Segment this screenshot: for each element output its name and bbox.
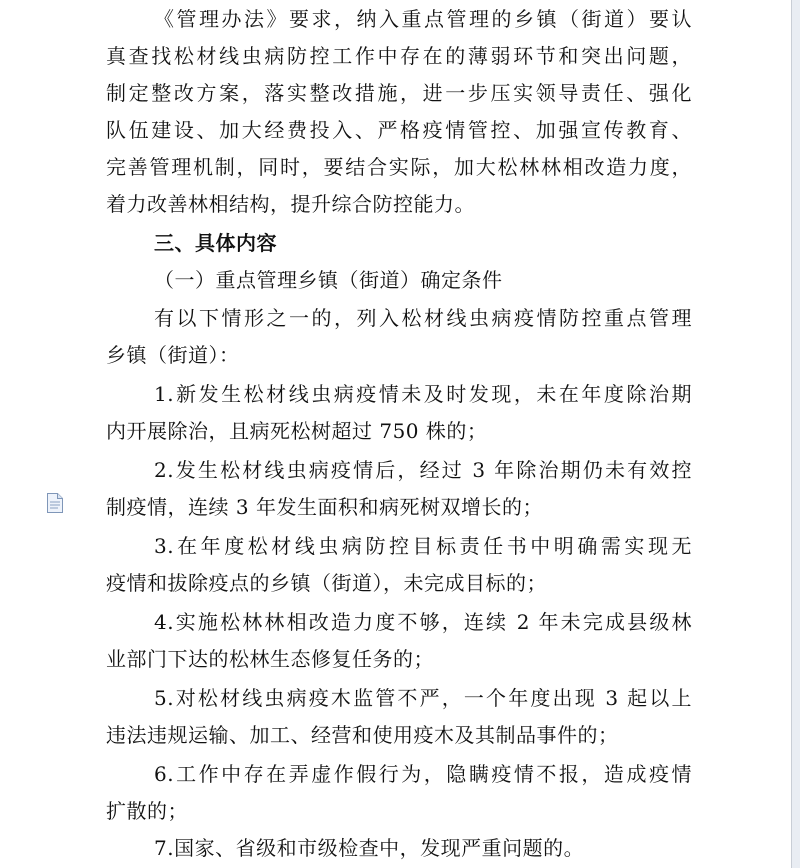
intro-line: 乡镇（街道）： (106, 343, 240, 367)
list-item-line: 扩散的； (106, 799, 188, 823)
paragraph-line: 《管理办法》要求，纳入重点管理的乡镇（街道）要认 (154, 7, 692, 31)
paragraph-line: 着力改善林相结构，提升综合防控能力。 (106, 192, 475, 216)
section-heading: 三、具体内容 (154, 231, 277, 255)
list-item-line: 3.在年度松材线虫病防控目标责任书中明确需实现无 (154, 534, 692, 558)
list-item-line: 内开展除治，且病死松树超过 750 株的； (106, 419, 488, 443)
document-icon[interactable] (46, 492, 64, 514)
list-item-line: 5.对松材线虫病疫木监管不严，一个年度出现 3 起以上 (154, 686, 692, 710)
list-item-line: 业部门下达的松林生态修复任务的； (106, 647, 434, 671)
list-item-line: 制疫情，连续 3 年发生面积和病死树双增长的； (106, 495, 543, 519)
list-item-line: 1.新发生松材线虫病疫情未及时发现，未在年度除治期 (154, 382, 692, 406)
sub-heading: （一）重点管理乡镇（街道）确定条件 (154, 268, 503, 292)
paragraph-line: 真查找松材线虫病防控工作中存在的薄弱环节和突出问题， (106, 44, 692, 68)
list-item-line: 6.工作中存在弄虚作假行为，隐瞒疫情不报，造成疫情 (154, 762, 692, 786)
paragraph-line: 完善管理机制，同时，要结合实际，加大松林林相改造力度， (106, 155, 692, 179)
list-item-line: 7.国家、省级和市级检查中，发现严重问题的。 (154, 836, 585, 860)
list-item-line: 疫情和拔除疫点的乡镇（街道），未完成目标的； (106, 571, 547, 595)
list-item-line: 4.实施松林林相改造力度不够，连续 2 年未完成县级林 (154, 610, 692, 634)
intro-line: 有以下情形之一的，列入松材线虫病疫情防控重点管理 (154, 306, 692, 330)
paragraph-line: 队伍建设、加大经费投入、严格疫情管控、加强宣传教育、 (106, 118, 692, 142)
paragraph-line: 制定整改方案，落实整改措施，进一步压实领导责任、强化 (106, 81, 692, 105)
list-item-line: 违法违规运输、加工、经营和使用疫木及其制品事件的； (106, 723, 619, 747)
list-item-line: 2.发生松材线虫病疫情后，经过 3 年除治期仍未有效控 (154, 458, 692, 482)
